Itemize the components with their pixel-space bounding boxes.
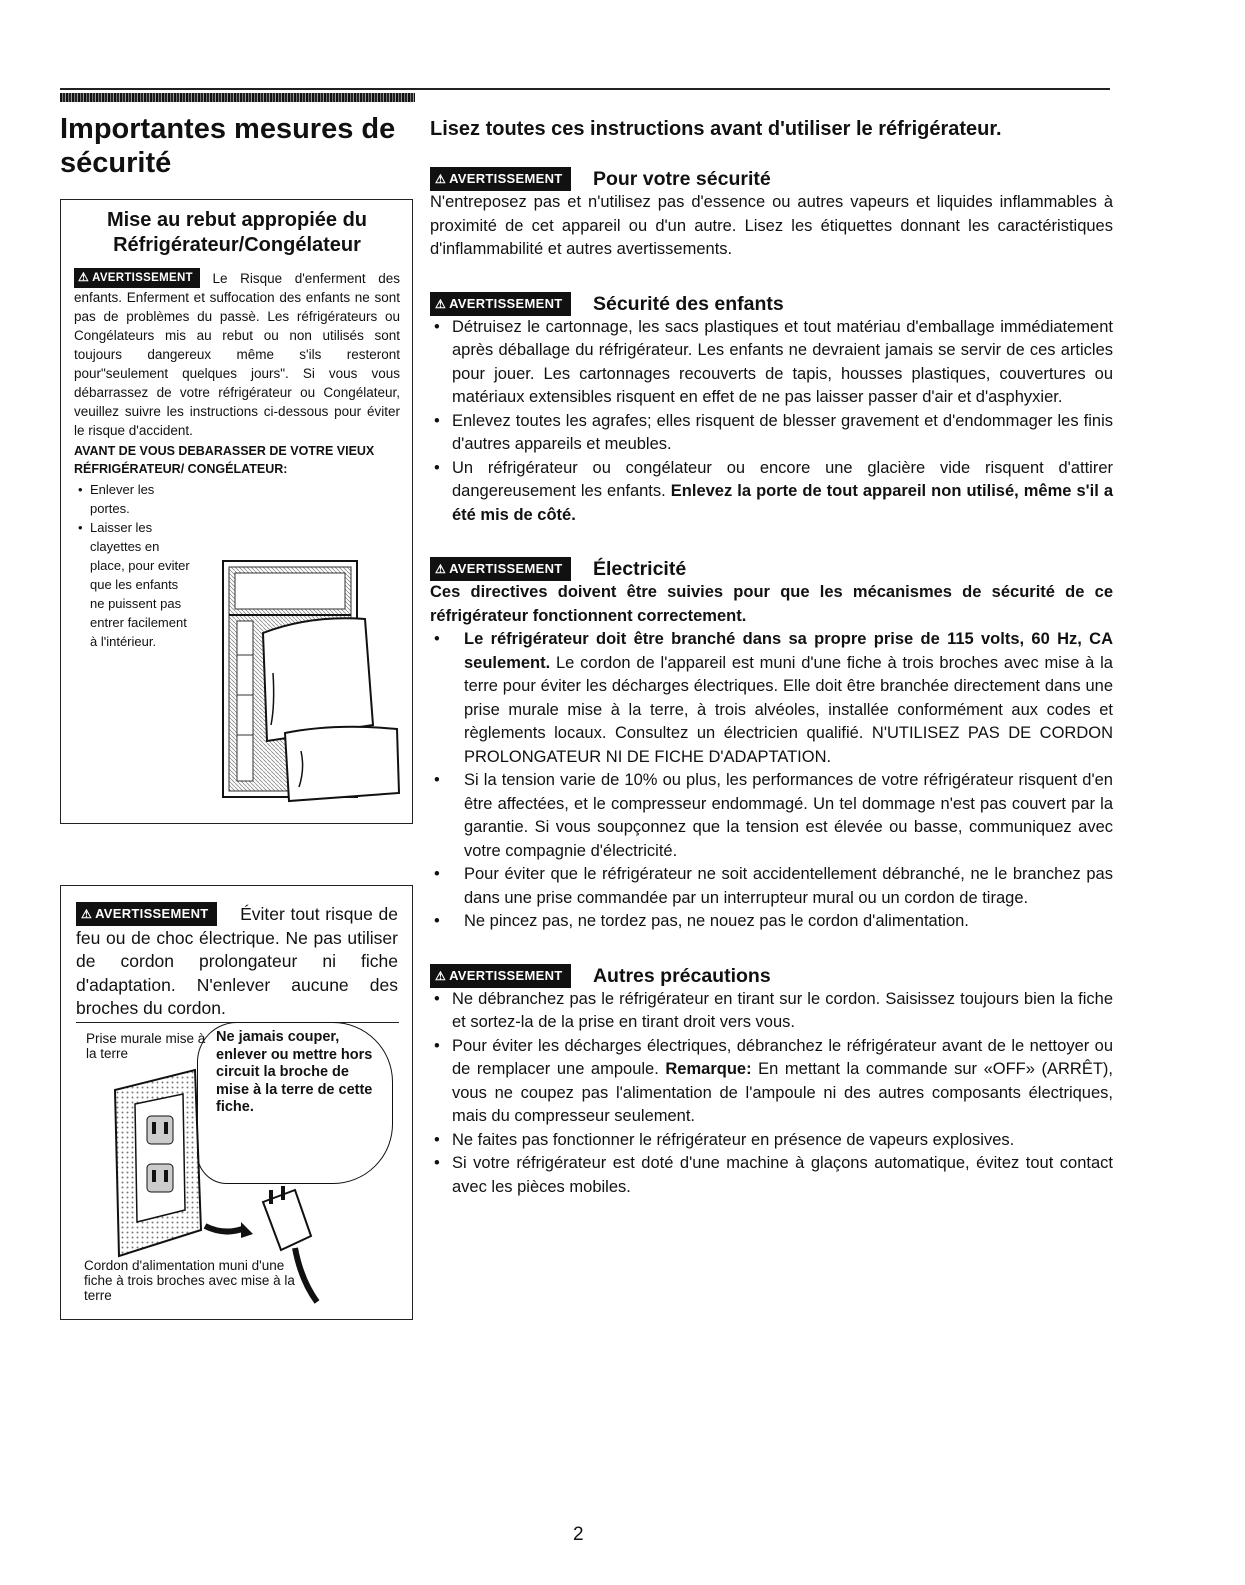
list-item-emphasis: Remarque: [665,1060,752,1078]
disposal-subheading: AVANT DE VOUS DEBARASSER DE VOTRE VIEUX RÉFRIGÉRATEUR/ CONGÉLATEUR: [74,444,375,476]
list-item [430,1035,1113,1129]
page-number: 2 [573,1524,584,1545]
electric-warning-lead: Éviter tout risque [240,904,373,924]
list-item: • Enlevez toutes les agrafes; elles risquent de blesser gravement et d'endommager les finis d'autres appareils et meubles. [430,410,1113,457]
section-safety-header [430,167,1113,191]
disposal-warning-lead: Le Risque d'enferment [212,271,366,286]
section-safety-heading: Pour votre sécurité [592,168,771,190]
list-item: • Si la tension varie de 10% ou plus, les performances de votre réfrigérateur risquent d'en être affectées, et le compresseur endommagé. Un tel dommage n'est pas couvert par la garantie. Si vous soupçonnez que la tension est élevée ou basse, communiquez avec votre compagnie d'électricité. [430,769,1113,863]
list-item: • Si votre réfrigérateur est doté d'une machine à glaçons automatique, évitez tout contact avec les pièces mobiles. [430,1152,1113,1199]
figure-top-label: Prise murale mise à la terre [86,1031,206,1061]
warning-badge: ⚠ AVERTISSEMENT [74,268,200,288]
section-children-heading: Sécurité des enfants [592,292,784,315]
section-other-list [430,988,1113,1200]
list-item [430,457,1113,528]
list-item-text: En mettant la commande sur «OFF» (ARRÊT), vous ne coupez pas l'alimentation de l'ampoule ni des autres composants électriques, mais du compresseur seulement. [452,1060,1113,1125]
page-title: Importantes mesures de sécurité [60,113,396,179]
warning-triangle-icon: ⚠ [81,907,93,921]
section-children-header [430,292,1113,316]
warning-triangle-icon: ⚠ [435,172,447,186]
warning-badge: ⚠ AVERTISSEMENT [430,292,571,316]
right-column [430,118,1113,1199]
warning-badge: ⚠ AVERTISSEMENT [430,167,571,191]
section-children-list [430,316,1113,528]
warning-badge: ⚠ AVERTISSEMENT [76,902,217,926]
list-item: • Pour éviter que le réfrigérateur ne soit accidentellement débranché, ne le branchez pas dans une prise commandée par un interrupteur mural ou un cordon de tirage. [430,863,1113,910]
figure-callout-text: Ne jamais couper, enlever ou mettre hors circuit la broche de mise à la terre de cette fiche. [216,1029,373,1115]
list-item: • Ne faites pas fonctionner le réfrigérateur en présence de vapeurs explosives. [430,1129,1113,1153]
section-electricity-header [430,557,1113,581]
disposal-step: • Enlever les portes. [74,480,196,518]
section-other [430,964,1113,1200]
section-children [430,292,1113,528]
section-other-heading: Autres précautions [592,964,771,987]
electric-warning-text [76,902,398,1021]
section-other-header [430,964,1113,988]
disposal-warning-body: des enfants. Enferment et suffocation des enfants ne sont pas de problèmes du passè. Les réfrigérateurs ou Congélateurs mis au rebut ou non utilisés sont toujours dangereux même s'ils resteront pour"seulement quelques jours". Si vous vous débarrassez de votre réfrigérateur ou Congélateur, veuillez suivre les instructions ci-dessous pour éviter le risque d'accident. [74,271,400,438]
header-rule [60,88,1110,90]
section-electricity-list [430,628,1113,934]
list-item-text: Le cordon de l'appareil est muni d'une fiche à trois broches avec mise à la terre pour éviter les décharges électriques. Elle doit être branchée directement dans une prise murale mise à la terre, à trois alvéoles, installée conformément aux codes et règlements locaux. Consultez un électricien qualifié. N'UTILISEZ PAS DE CORDON PROLONGATEUR NI DE FICHE D'ADAPTATION. [464,653,1113,766]
section-electricity-intro: Ces directives doivent être suivies pour que les mécanismes de sécurité de ce réfrigérateur fonctionnent correctement. [430,583,1113,625]
list-item-text: Un réfrigérateur ou congélateur ou encore une glacière vide risquent d'attirer dangereusement les enfants. [452,458,1113,500]
figure-bottom-label: Cordon d'alimentation muni d'une fiche à trois broches avec mise à la terre [84,1258,295,1303]
list-item: • Ne débranchez pas le réfrigérateur en tirant sur le cordon. Saisissez toujours bien la fiche et sortez-la de la prise en tirant droit vers vous. [430,988,1113,1035]
warning-triangle-icon: ⚠ [435,296,447,311]
list-item: • Détruisez le cartonnage, les sacs plastiques et tout matériau d'emballage immédiatement après déballage du réfrigérateur. Les enfants ne devraient jamais se servir de ces articles pour jouer. Les cartonnages recouverts de tapis, housses plastiques, couvertures ou matériaux extensibles risquent en effet de ne pas laisser passer d'air et d'asphyxier. [430,316,1113,410]
disposal-steps [74,480,196,651]
disposal-warning [74,268,400,440]
warning-triangle-icon: ⚠ [435,562,447,576]
warning-badge: ⚠ AVERTISSEMENT [430,964,571,988]
disposal-step: • Laisser les clayettes en place, pour eviter que les enfants ne puissent pas entrer facilement à l'intérieur. [74,518,196,651]
list-item-emphasis: Enlevez la porte de tout appareil non utilisé, même s'il a été mis de côté. [452,482,1113,524]
list-item-emphasis: Le réfrigérateur doit être branché dans sa propre prise de 115 volts, 60 Hz, CA seulement. [464,630,1113,672]
warning-badge: ⚠ AVERTISSEMENT [430,557,571,581]
section-electricity [430,557,1113,934]
list-item [430,628,1113,769]
list-item-text: Pour éviter les décharges électriques, débranchez le réfrigérateur avant de le nettoyer ou de remplacer une ampoule. [452,1036,1113,1078]
refrigerator-illustration [215,555,405,810]
warning-triangle-icon: ⚠ [435,968,447,983]
warning-triangle-icon: ⚠ [78,270,90,284]
header-hatch-bar [60,93,415,102]
section-safety [430,167,1113,262]
list-item: • Ne pincez pas, ne tordez pas, ne nouez pas le cordon d'alimentation. [430,910,1113,934]
section-safety-body: N'entreposez pas et n'utilisez pas d'essence ou autres vapeurs et liquides inflammables à proximité de cet appareil ou d'un autre. Lisez les étiquettes donnant les caractéristiques d'inflammabilité et autres avertissements. [430,193,1113,258]
disposal-box-title: Mise au rebut appropiée du Réfrigérateur/Congélateur [106,209,368,256]
section-electricity-heading: Électricité [592,558,687,580]
intro-title: Lisez toutes ces instructions avant d'utiliser le réfrigérateur. [430,118,1002,140]
electric-warning-body: de feu ou de choc électrique. Ne pas utiliser de cordon prolongateur ni fiche d'adaptation. N'enlever aucune des broches du cordon. [76,904,398,1018]
